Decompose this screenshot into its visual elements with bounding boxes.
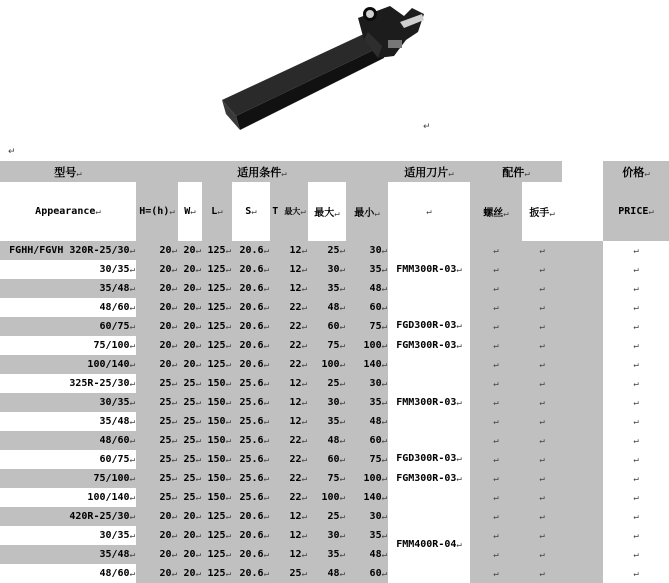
cell-wrench: ↵ [522,336,562,355]
cell-w: 20↵ [178,545,202,564]
cell-l: 125↵ [202,260,232,279]
cell-s: 20.6↵ [232,564,270,583]
cell-l: 125↵ [202,241,232,260]
s-header: S↵ [232,182,270,241]
cell-s: 25.6↵ [232,393,270,412]
model-header: 型号↵ [0,161,136,182]
blade-cell [388,507,470,583]
cell-h: 20↵ [136,526,178,545]
cell-wrench: ↵ [522,507,562,526]
cell-l: 150↵ [202,412,232,431]
cell-price: ↵ [603,241,669,260]
cell-t: 12↵ [270,279,308,298]
table-row [0,450,669,469]
cell-s: 25.6↵ [232,450,270,469]
wrench-header: 扳手↵ [522,182,562,241]
cell-t: 22↵ [270,450,308,469]
price-en-header: PRICE↵ [603,182,669,241]
cell-l: 150↵ [202,469,232,488]
cell-min: 48↵ [346,545,388,564]
cell-w: 20↵ [178,279,202,298]
cell-t: 12↵ [270,507,308,526]
table-row [0,317,669,336]
cell-wrench: ↵ [522,526,562,545]
cell-screw: ↵ [470,488,522,507]
cell-wrench: ↵ [522,355,562,374]
cell-t: 25↵ [270,564,308,583]
cell-wrench: ↵ [522,298,562,317]
cell-max: 35↵ [308,545,346,564]
cell-s: 20.6↵ [232,526,270,545]
cell-wrench: ↵ [522,545,562,564]
cell-model: 75/100↵ [0,469,136,488]
cell-w: 20↵ [178,507,202,526]
cell-h: 25↵ [136,488,178,507]
cell-screw: ↵ [470,336,522,355]
cell-model: 48/60↵ [0,431,136,450]
cell-max: 48↵ [308,431,346,450]
cell-max: 25↵ [308,507,346,526]
cell-model: 35/48↵ [0,412,136,431]
cell-w: 25↵ [178,469,202,488]
blade-header: 适用刀片↵ [388,161,470,182]
cell-max: 48↵ [308,564,346,583]
cell-h: 25↵ [136,412,178,431]
cell-price: ↵ [603,545,669,564]
cell-h: 20↵ [136,355,178,374]
cell-min: 30↵ [346,507,388,526]
cell-h: 20↵ [136,279,178,298]
table-row [0,298,669,317]
cell-max: 75↵ [308,336,346,355]
cell-model: 75/100↵ [0,336,136,355]
table-row [0,260,669,279]
cell-t: 22↵ [270,488,308,507]
cell-model: 30/35↵ [0,393,136,412]
cell-s: 20.6↵ [232,336,270,355]
paragraph-mark: ↵ [8,147,16,157]
cell-wrench: ↵ [522,279,562,298]
cell-l: 150↵ [202,431,232,450]
blade-model: FGM300R-03↵ [396,340,462,351]
blade-cell [388,241,470,298]
cell-screw: ↵ [470,279,522,298]
cell-model: FGHH/FGVH 320R-25/30↵ [0,241,136,260]
table-row [0,526,669,545]
cell-screw: ↵ [470,260,522,279]
screw-header: 螺丝↵ [470,182,522,241]
cell-w: 25↵ [178,488,202,507]
cell-model: 48/60↵ [0,564,136,583]
cell-h: 25↵ [136,469,178,488]
min-header: 最小↵ [346,182,388,241]
grooving-tool-holder-image [218,0,430,140]
cell-w: 20↵ [178,355,202,374]
cell-s: 25.6↵ [232,412,270,431]
cell-l: 125↵ [202,564,232,583]
cell-screw: ↵ [470,469,522,488]
cell-model: 30/35↵ [0,260,136,279]
cell-min: 140↵ [346,488,388,507]
cell-min: 140↵ [346,355,388,374]
table-row [0,431,669,450]
spec-table [0,161,669,583]
cell-screw: ↵ [470,241,522,260]
cell-l: 150↵ [202,488,232,507]
cell-s: 25.6↵ [232,488,270,507]
l-header: L↵ [202,182,232,241]
cell-h: 20↵ [136,241,178,260]
blade-cell [388,298,470,374]
cell-w: 20↵ [178,564,202,583]
cell-s: 20.6↵ [232,545,270,564]
cell-t: 12↵ [270,241,308,260]
conditions-header: 适用条件↵ [136,161,388,182]
appearance-header: Appearance↵ [0,182,136,241]
cell-w: 20↵ [178,298,202,317]
cell-screw: ↵ [470,355,522,374]
cell-model: 325R-25/30↵ [0,374,136,393]
cell-s: 20.6↵ [232,241,270,260]
cell-max: 100↵ [308,355,346,374]
paragraph-mark: ↵ [423,122,431,132]
cell-h: 20↵ [136,564,178,583]
cell-min: 100↵ [346,336,388,355]
table-row [0,374,669,393]
cell-w: 25↵ [178,450,202,469]
cell-price: ↵ [603,564,669,583]
cell-s: 20.6↵ [232,298,270,317]
cell-l: 150↵ [202,450,232,469]
cell-price: ↵ [603,412,669,431]
cell-wrench: ↵ [522,393,562,412]
cell-l: 125↵ [202,507,232,526]
cell-h: 25↵ [136,393,178,412]
cell-w: 25↵ [178,374,202,393]
cell-price: ↵ [603,431,669,450]
cell-l: 125↵ [202,355,232,374]
cell-min: 60↵ [346,431,388,450]
cell-model: 60/75↵ [0,317,136,336]
t-header: T 最大↵ [270,182,308,241]
cell-t: 22↵ [270,431,308,450]
cell-price: ↵ [603,393,669,412]
cell-l: 125↵ [202,317,232,336]
cell-max: 35↵ [308,279,346,298]
cell-s: 25.6↵ [232,469,270,488]
table-row [0,507,669,526]
cell-s: 20.6↵ [232,355,270,374]
cell-wrench: ↵ [522,241,562,260]
cell-w: 20↵ [178,241,202,260]
cell-s: 25.6↵ [232,431,270,450]
blade-model: FMM300R-03↵ [396,263,462,275]
cell-wrench: ↵ [522,374,562,393]
cell-max: 30↵ [308,260,346,279]
cell-t: 12↵ [270,374,308,393]
cell-t: 22↵ [270,355,308,374]
cell-t: 12↵ [270,545,308,564]
cell-max: 30↵ [308,526,346,545]
cell-s: 20.6↵ [232,279,270,298]
price-header: 价格↵ [603,161,669,182]
h-header: H=(h)↵ [136,182,178,241]
cell-t: 22↵ [270,336,308,355]
cell-wrench: ↵ [522,260,562,279]
cell-wrench: ↵ [522,488,562,507]
cell-h: 20↵ [136,545,178,564]
cell-wrench: ↵ [522,469,562,488]
cell-s: 25.6↵ [232,374,270,393]
table-row [0,469,669,488]
cell-screw: ↵ [470,545,522,564]
accessories-header: 配件↵ [470,161,562,182]
blade-model: FGD300R-03↵ [396,453,462,464]
blade-model: FMM400R-04↵ [396,539,462,550]
cell-model: 30/35↵ [0,526,136,545]
cell-max: 35↵ [308,412,346,431]
cell-min: 60↵ [346,298,388,317]
table-row [0,241,669,260]
cell-wrench: ↵ [522,564,562,583]
cell-w: 25↵ [178,393,202,412]
cell-screw: ↵ [470,507,522,526]
cell-price: ↵ [603,374,669,393]
cell-screw: ↵ [470,564,522,583]
table-row [0,564,669,583]
cell-screw: ↵ [470,450,522,469]
cell-max: 100↵ [308,488,346,507]
blade-subheader: ↵ [388,182,470,241]
max-header: 最大↵ [308,182,346,241]
cell-screw: ↵ [470,431,522,450]
cell-t: 12↵ [270,526,308,545]
header-row-2 [0,182,669,241]
cell-t: 12↵ [270,412,308,431]
cell-max: 48↵ [308,298,346,317]
cell-h: 20↵ [136,507,178,526]
cell-l: 150↵ [202,374,232,393]
table-row [0,279,669,298]
cell-max: 60↵ [308,450,346,469]
cell-h: 25↵ [136,431,178,450]
cell-price: ↵ [603,279,669,298]
cell-price: ↵ [603,469,669,488]
header-row-1 [0,161,669,182]
cell-max: 60↵ [308,317,346,336]
cell-model: 100/140↵ [0,355,136,374]
cell-min: 100↵ [346,469,388,488]
cell-s: 20.6↵ [232,317,270,336]
cell-max: 30↵ [308,393,346,412]
cell-t: 12↵ [270,393,308,412]
cell-l: 125↵ [202,298,232,317]
blade-model: FGM300R-03↵ [396,473,462,484]
cell-wrench: ↵ [522,412,562,431]
table-row [0,545,669,564]
cell-w: 25↵ [178,431,202,450]
cell-max: 25↵ [308,241,346,260]
cell-t: 22↵ [270,317,308,336]
cell-min: 35↵ [346,526,388,545]
cell-screw: ↵ [470,412,522,431]
cell-wrench: ↵ [522,317,562,336]
cell-min: 48↵ [346,279,388,298]
cell-h: 20↵ [136,260,178,279]
blade-cell [388,374,470,431]
cell-t: 22↵ [270,298,308,317]
cell-model: 420R-25/30↵ [0,507,136,526]
cell-model: 60/75↵ [0,450,136,469]
table-row [0,488,669,507]
cell-model: 48/60↵ [0,298,136,317]
cell-price: ↵ [603,298,669,317]
cell-h: 20↵ [136,298,178,317]
cell-h: 20↵ [136,317,178,336]
cell-s: 20.6↵ [232,260,270,279]
product-image [218,0,430,140]
cell-price: ↵ [603,355,669,374]
cell-screw: ↵ [470,317,522,336]
table-row [0,336,669,355]
cell-wrench: ↵ [522,431,562,450]
cell-price: ↵ [603,526,669,545]
table-row [0,412,669,431]
cell-t: 22↵ [270,469,308,488]
cell-screw: ↵ [470,374,522,393]
cell-min: 48↵ [346,412,388,431]
table-row [0,355,669,374]
cell-w: 20↵ [178,526,202,545]
cell-w: 25↵ [178,412,202,431]
blade-cell [388,431,470,507]
cell-screw: ↵ [470,526,522,545]
cell-h: 25↵ [136,450,178,469]
cell-model: 35/48↵ [0,279,136,298]
cell-h: 20↵ [136,336,178,355]
cell-t: 12↵ [270,260,308,279]
cell-screw: ↵ [470,393,522,412]
cell-max: 75↵ [308,469,346,488]
cell-l: 125↵ [202,526,232,545]
cell-min: 35↵ [346,260,388,279]
blade-model: FGD300R-03↵ [396,320,462,331]
cell-price: ↵ [603,507,669,526]
cell-max: 25↵ [308,374,346,393]
blade-model: FMM300R-03↵ [396,396,462,408]
cell-h: 25↵ [136,374,178,393]
cell-screw: ↵ [470,298,522,317]
cell-model: 100/140↵ [0,488,136,507]
cell-w: 20↵ [178,260,202,279]
cell-w: 20↵ [178,317,202,336]
cell-l: 125↵ [202,336,232,355]
cell-w: 20↵ [178,336,202,355]
cell-l: 150↵ [202,393,232,412]
table-row [0,393,669,412]
cell-price: ↵ [603,336,669,355]
cell-s: 20.6↵ [232,507,270,526]
cell-min: 30↵ [346,241,388,260]
cell-min: 35↵ [346,393,388,412]
cell-price: ↵ [603,317,669,336]
cell-min: 60↵ [346,564,388,583]
cell-price: ↵ [603,260,669,279]
cell-min: 75↵ [346,450,388,469]
cell-l: 125↵ [202,545,232,564]
cell-wrench: ↵ [522,450,562,469]
w-header: W↵ [178,182,202,241]
cell-l: 125↵ [202,279,232,298]
cell-price: ↵ [603,488,669,507]
cell-min: 75↵ [346,317,388,336]
cell-model: 35/48↵ [0,545,136,564]
cell-min: 30↵ [346,374,388,393]
cell-price: ↵ [603,450,669,469]
